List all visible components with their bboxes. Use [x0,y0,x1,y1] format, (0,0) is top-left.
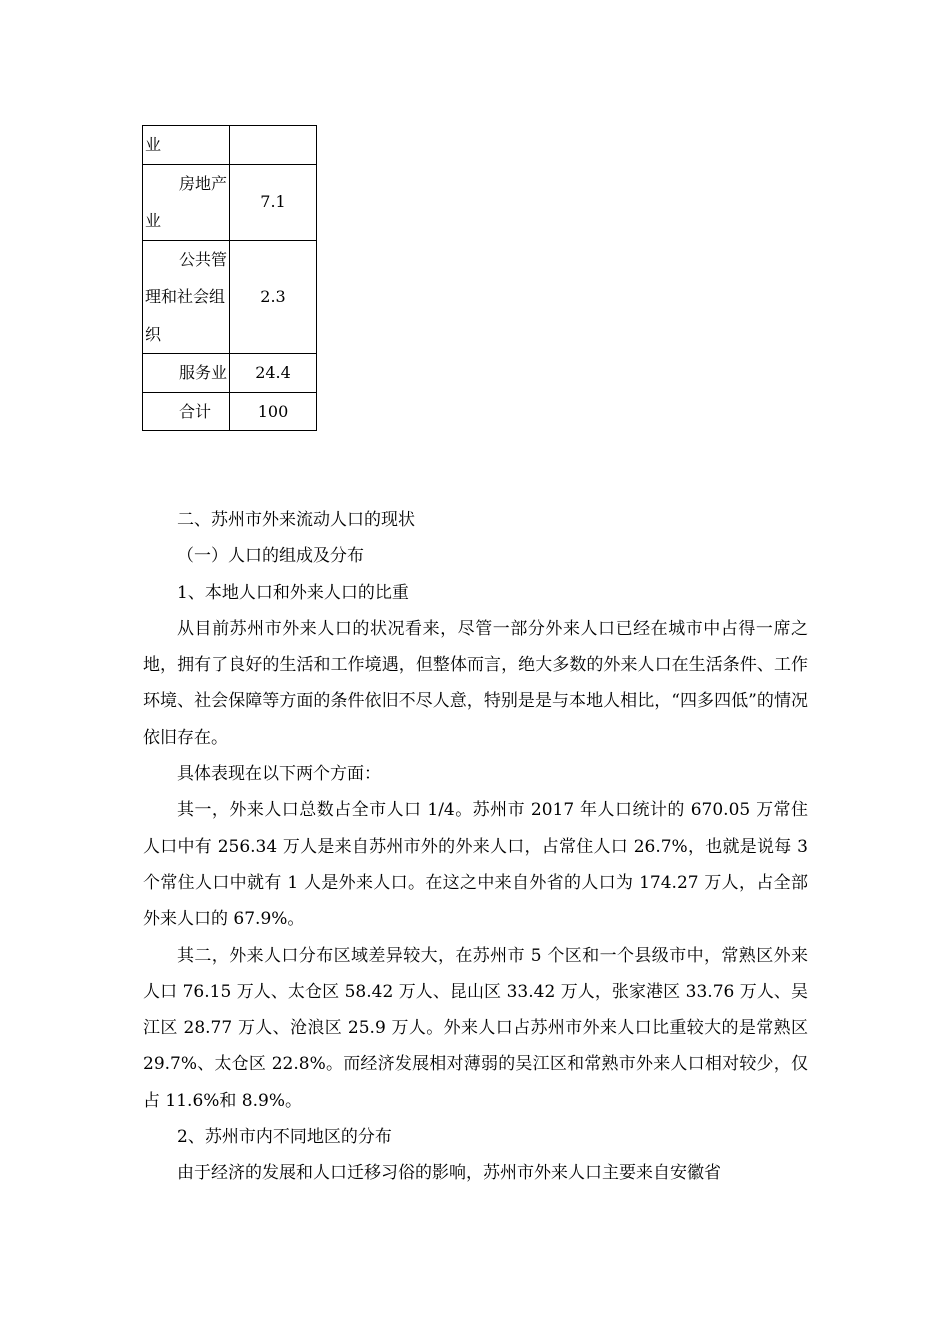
body-text [143,502,808,1192]
table-cell-label [143,354,230,393]
table-cell-label [143,126,230,165]
table-cell-value [230,354,317,393]
table-cell-label [143,164,230,240]
paragraph: 由于经济的发展和人口迁移习俗的影响，苏州市外来人口主要来自安徽省 [177,1163,721,1184]
section-heading: 二、苏州市外来流动人口的现状 [177,510,415,530]
row-value: 7.1 [260,192,286,212]
table-cell-label [143,240,230,354]
table-row [143,164,317,240]
table-cell-value [230,126,317,165]
row-label: 合计 [179,401,212,421]
table-row [143,354,317,393]
row-label: 服务业 [179,363,228,382]
row-label: 公共管理和社会组织 [145,249,228,344]
paragraph: 其一，外来人口总数占全市人口 1/4。苏州市 2017 年人口统计的 670.05 万常住人口中有 256.34 万人是来自苏州市外的外来人口，占常住人口 26.7%，也就是说每 3 个常住人口中就有 1 人是外来人口。在这之中来自外省的人口为 174.27 万人，占全部外来人口的 67.9%。 [143,800,808,930]
row-label: 业 [145,135,162,154]
table-row [143,240,317,354]
table-row-total [143,392,317,431]
paragraph: 其二，外来人口分布区域差异较大，在苏州市 5 个区和一个县级市中，常熟区外来人口 76.15 万人、太仓区 58.42 万人、昆山区 33.42 万人，张家港区 33.76 万人、吴江区 28.77 万人、沧浪区 25.9 万人。外来人口占苏州市外来人口比重较大的是常熟区 29.7%、太仓区 22.8%。而经济发展相对薄弱的吴江区和常熟市外来人口相对较少，仅占 11.6%和 8.9%。 [143,945,808,1111]
table-cell-label [143,392,230,431]
row-label: 房地产业 [145,173,228,230]
table-cell-value [230,240,317,354]
industry-share-table [142,125,317,431]
row-value: 100 [257,401,289,421]
row-value: 24.4 [255,363,291,382]
table-cell-value [230,164,317,240]
paragraph: 从目前苏州市外来人口的状况看来，尽管一部分外来人口已经在城市中占得一席之地，拥有了良好的生活和工作境遇，但整体而言，绝大多数的外来人口在生活条件、工作环境、社会保障等方面的条件依旧不尽人意，特别是是与本地人相比，“四多四低”的情况依旧存在。 [143,618,808,748]
subsection-heading: （一）人口的组成及分布 [177,546,364,567]
item-heading: 2、苏州市内不同地区的分布 [177,1127,392,1148]
row-value: 2.3 [260,287,286,306]
item-heading: 1、本地人口和外来人口的比重 [177,582,409,603]
paragraph: 具体表现在以下两个方面： [177,764,381,785]
table-row [143,126,317,165]
table-cell-value [230,392,317,431]
